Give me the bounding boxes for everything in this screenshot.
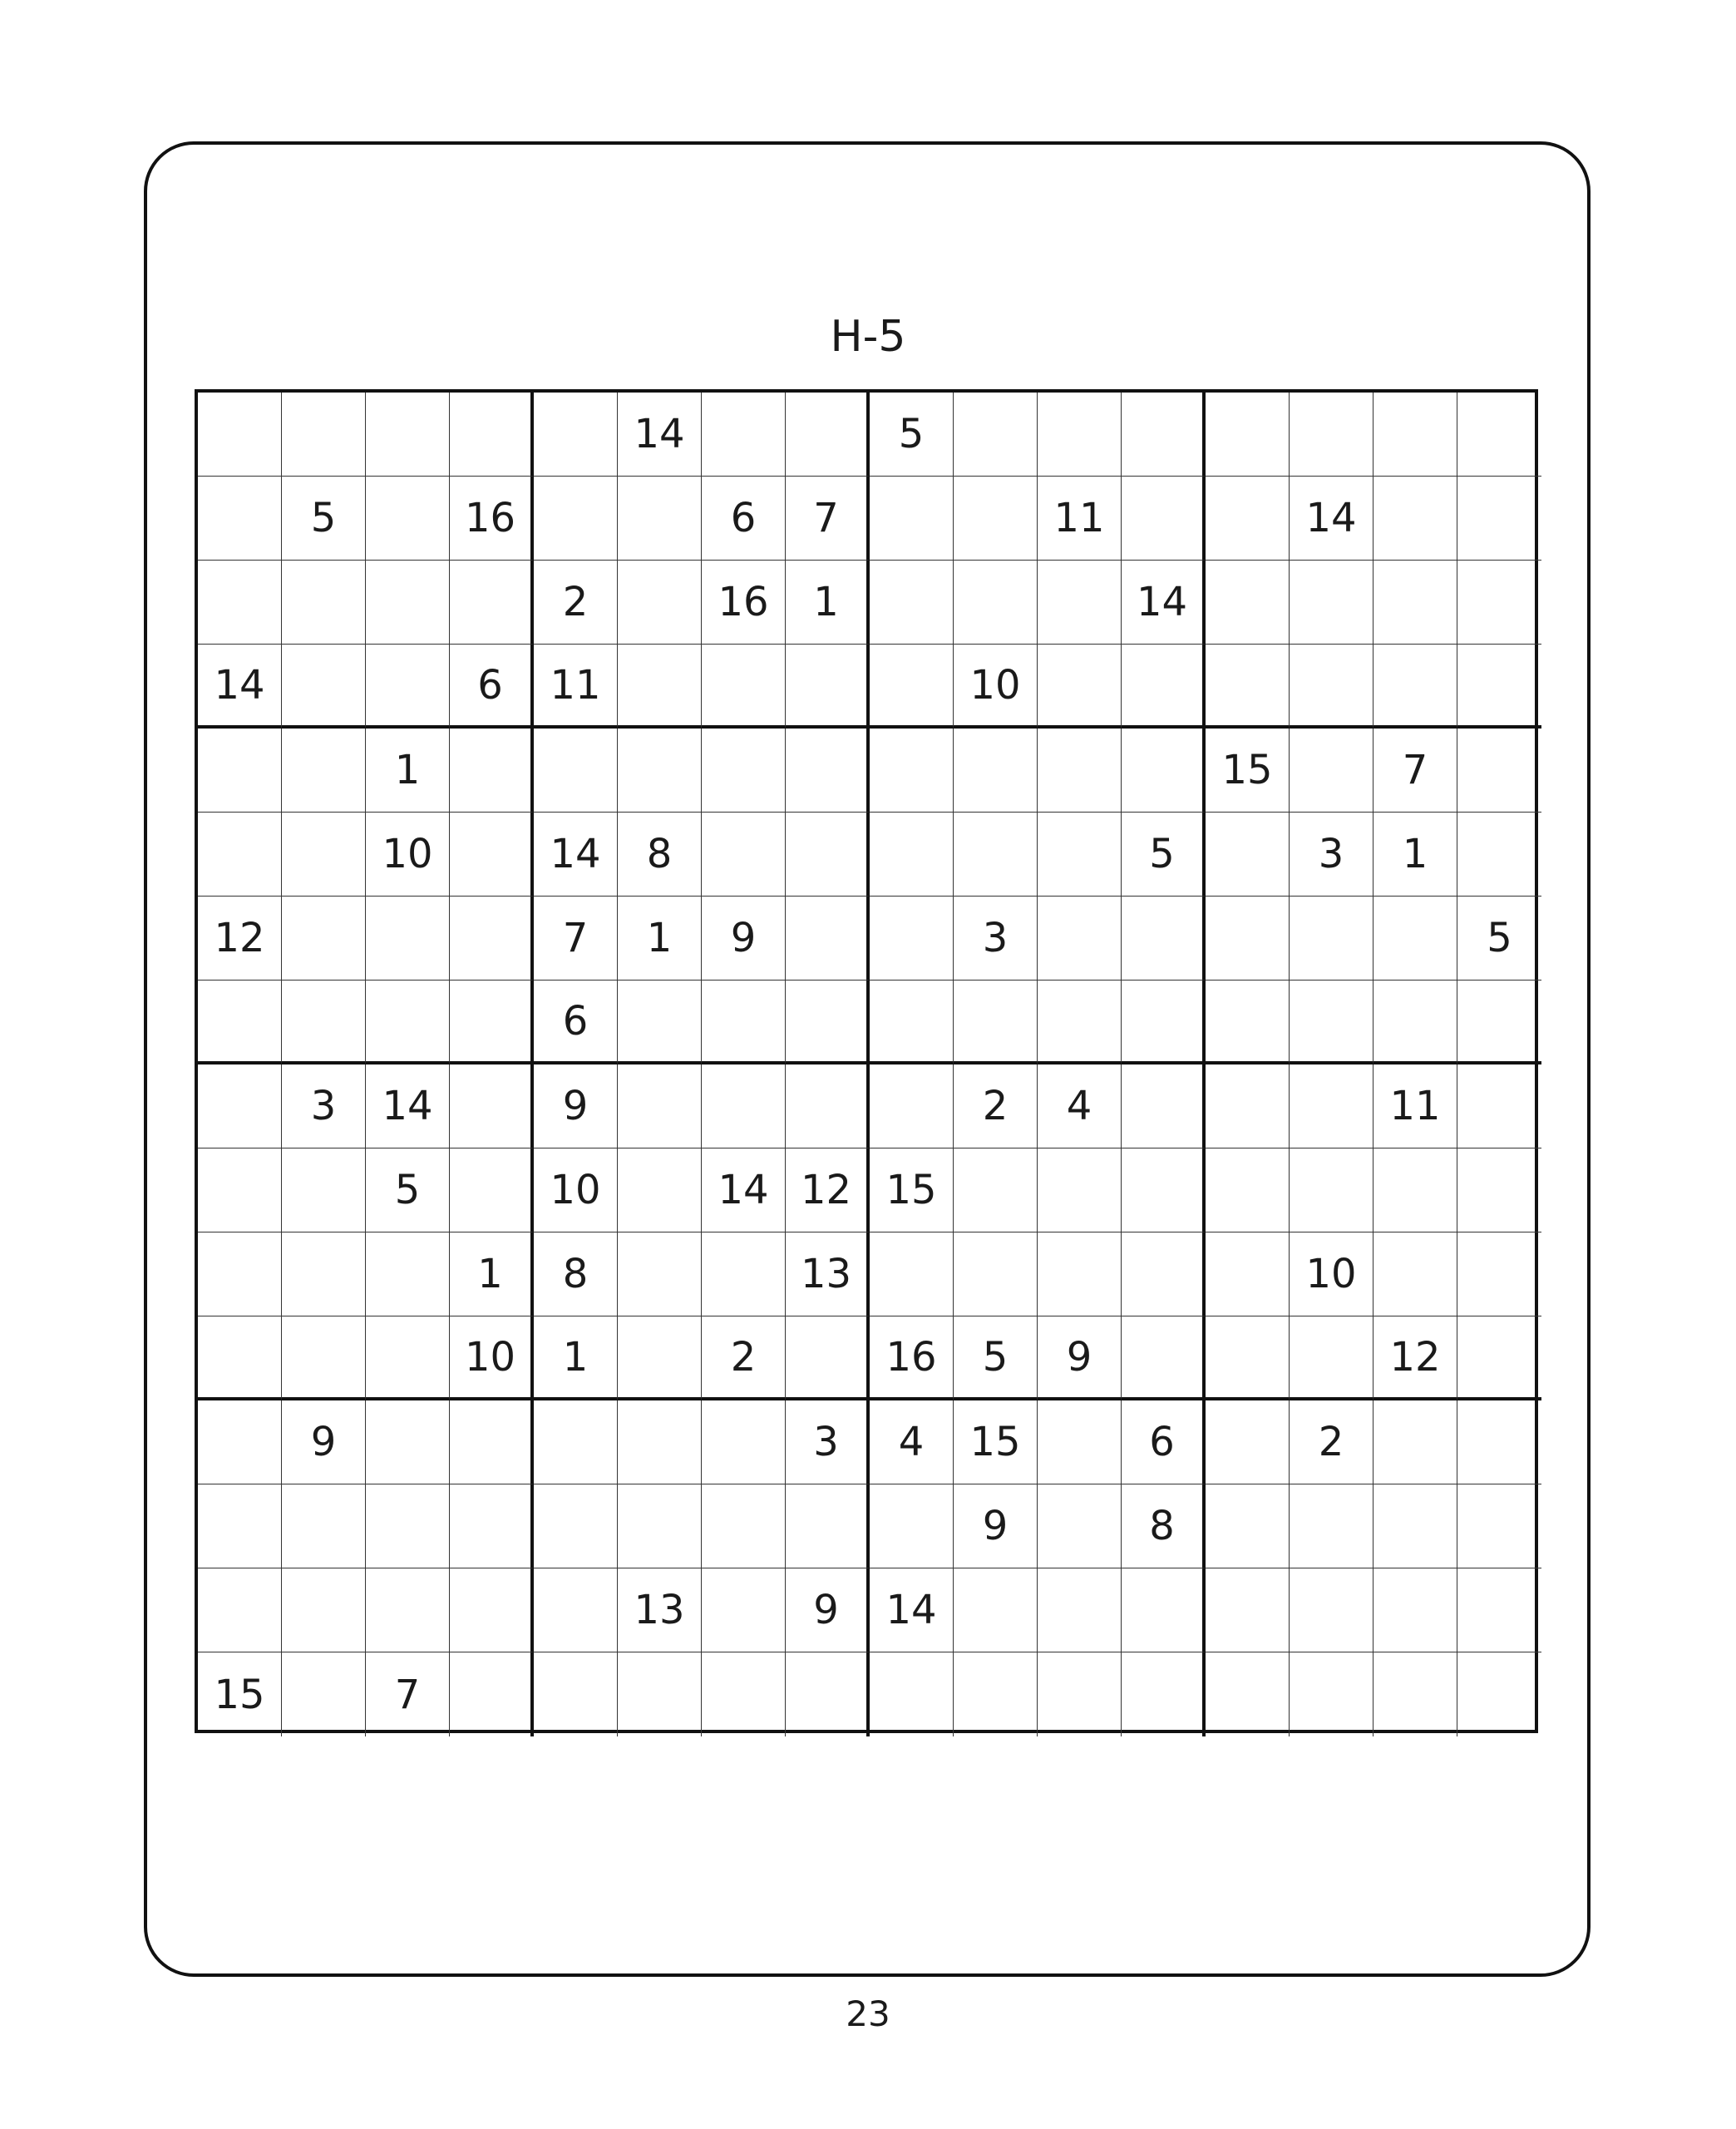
empty-cell[interactable] (198, 477, 282, 561)
given-cell: 14 (870, 1568, 954, 1652)
given-cell: 14 (366, 1064, 450, 1148)
empty-cell[interactable] (198, 813, 282, 897)
given-cell: 5 (954, 1316, 1038, 1400)
empty-cell[interactable] (702, 981, 786, 1064)
empty-cell[interactable] (282, 393, 366, 477)
empty-cell[interactable] (534, 729, 618, 813)
given-cell: 7 (366, 1652, 450, 1736)
empty-cell[interactable] (1122, 1232, 1206, 1316)
empty-cell[interactable] (954, 1232, 1038, 1316)
empty-cell[interactable] (618, 729, 702, 813)
empty-cell[interactable] (1122, 477, 1206, 561)
given-cell: 4 (1038, 1064, 1122, 1148)
empty-cell[interactable] (1038, 393, 1122, 477)
given-cell: 5 (1122, 813, 1206, 897)
given-cell: 9 (534, 1064, 618, 1148)
empty-cell[interactable] (1374, 645, 1457, 729)
given-cell: 6 (450, 645, 534, 729)
empty-cell[interactable] (366, 897, 450, 981)
empty-cell[interactable] (786, 981, 870, 1064)
empty-cell[interactable] (702, 645, 786, 729)
empty-cell[interactable] (1206, 981, 1290, 1064)
empty-cell[interactable] (534, 477, 618, 561)
empty-cell[interactable] (618, 1232, 702, 1316)
empty-cell[interactable] (282, 1652, 366, 1736)
empty-cell[interactable] (618, 1148, 702, 1232)
empty-cell[interactable] (1457, 981, 1541, 1064)
given-cell: 3 (1290, 813, 1374, 897)
empty-cell[interactable] (1206, 1484, 1290, 1568)
empty-cell[interactable] (954, 813, 1038, 897)
given-cell: 14 (534, 813, 618, 897)
given-cell: 6 (534, 981, 618, 1064)
empty-cell[interactable] (702, 1484, 786, 1568)
given-cell: 5 (1457, 897, 1541, 981)
empty-cell[interactable] (618, 981, 702, 1064)
empty-cell[interactable] (1290, 981, 1374, 1064)
empty-cell[interactable] (1206, 561, 1290, 645)
empty-cell[interactable] (1206, 897, 1290, 981)
empty-cell[interactable] (1206, 1568, 1290, 1652)
empty-cell[interactable] (1206, 1400, 1290, 1484)
given-cell: 15 (1206, 729, 1290, 813)
empty-cell[interactable] (450, 1484, 534, 1568)
empty-cell[interactable] (282, 1568, 366, 1652)
given-cell: 16 (702, 561, 786, 645)
given-cell: 15 (198, 1652, 282, 1736)
empty-cell[interactable] (450, 897, 534, 981)
given-cell: 15 (870, 1148, 954, 1232)
given-cell: 3 (786, 1400, 870, 1484)
empty-cell[interactable] (870, 561, 954, 645)
empty-cell[interactable] (1374, 981, 1457, 1064)
given-cell: 7 (786, 477, 870, 561)
empty-cell[interactable] (1206, 1232, 1290, 1316)
empty-cell[interactable] (1122, 1064, 1206, 1148)
empty-cell[interactable] (786, 729, 870, 813)
empty-cell[interactable] (618, 561, 702, 645)
given-cell: 1 (366, 729, 450, 813)
empty-cell[interactable] (1457, 477, 1541, 561)
empty-cell[interactable] (198, 981, 282, 1064)
empty-cell[interactable] (366, 1484, 450, 1568)
empty-cell[interactable] (1457, 1484, 1541, 1568)
given-cell: 10 (534, 1148, 618, 1232)
empty-cell[interactable] (618, 1400, 702, 1484)
empty-cell[interactable] (534, 1568, 618, 1652)
empty-cell[interactable] (1290, 393, 1374, 477)
empty-cell[interactable] (1457, 1232, 1541, 1316)
given-cell: 9 (786, 1568, 870, 1652)
empty-cell[interactable] (1038, 729, 1122, 813)
empty-cell[interactable] (198, 1148, 282, 1232)
empty-cell[interactable] (1290, 1484, 1374, 1568)
empty-cell[interactable] (870, 1484, 954, 1568)
given-cell: 10 (1290, 1232, 1374, 1316)
empty-cell[interactable] (702, 1568, 786, 1652)
given-cell: 14 (1122, 561, 1206, 645)
empty-cell[interactable] (702, 1064, 786, 1148)
empty-cell[interactable] (450, 561, 534, 645)
empty-cell[interactable] (618, 1064, 702, 1148)
empty-cell[interactable] (450, 813, 534, 897)
empty-cell[interactable] (1038, 561, 1122, 645)
empty-cell[interactable] (1457, 1652, 1541, 1736)
empty-cell[interactable] (1122, 1148, 1206, 1232)
empty-cell[interactable] (450, 729, 534, 813)
given-cell: 15 (954, 1400, 1038, 1484)
empty-cell[interactable] (366, 645, 450, 729)
empty-cell[interactable] (1038, 1568, 1122, 1652)
empty-cell[interactable] (1038, 813, 1122, 897)
given-cell: 2 (954, 1064, 1038, 1148)
empty-cell[interactable] (366, 477, 450, 561)
empty-cell[interactable] (366, 981, 450, 1064)
given-cell: 14 (1290, 477, 1374, 561)
empty-cell[interactable] (786, 393, 870, 477)
empty-cell[interactable] (786, 1484, 870, 1568)
empty-cell[interactable] (1038, 1652, 1122, 1736)
empty-cell[interactable] (1290, 897, 1374, 981)
empty-cell[interactable] (1374, 393, 1457, 477)
empty-cell[interactable] (198, 1232, 282, 1316)
given-cell: 9 (954, 1484, 1038, 1568)
empty-cell[interactable] (702, 393, 786, 477)
empty-cell[interactable] (1457, 1148, 1541, 1232)
given-cell: 12 (1374, 1316, 1457, 1400)
given-cell: 1 (786, 561, 870, 645)
given-cell: 12 (198, 897, 282, 981)
empty-cell[interactable] (1122, 645, 1206, 729)
empty-cell[interactable] (282, 729, 366, 813)
empty-cell[interactable] (954, 393, 1038, 477)
empty-cell[interactable] (1457, 729, 1541, 813)
empty-cell[interactable] (786, 645, 870, 729)
empty-cell[interactable] (870, 477, 954, 561)
empty-cell[interactable] (1038, 1232, 1122, 1316)
empty-cell[interactable] (534, 1652, 618, 1736)
empty-cell[interactable] (1374, 897, 1457, 981)
empty-cell[interactable] (1122, 729, 1206, 813)
given-cell: 10 (366, 813, 450, 897)
empty-cell[interactable] (450, 981, 534, 1064)
empty-cell[interactable] (1374, 1400, 1457, 1484)
empty-cell[interactable] (1206, 813, 1290, 897)
empty-cell[interactable] (1206, 1316, 1290, 1400)
empty-cell[interactable] (198, 1568, 282, 1652)
empty-cell[interactable] (282, 561, 366, 645)
given-cell: 3 (954, 897, 1038, 981)
empty-cell[interactable] (954, 1148, 1038, 1232)
empty-cell[interactable] (786, 1064, 870, 1148)
puzzle-title: H-5 (830, 312, 906, 362)
given-cell: 9 (282, 1400, 366, 1484)
given-cell: 5 (870, 393, 954, 477)
empty-cell[interactable] (1206, 477, 1290, 561)
empty-cell[interactable] (1374, 561, 1457, 645)
empty-cell[interactable] (282, 1484, 366, 1568)
empty-cell[interactable] (786, 813, 870, 897)
empty-cell[interactable] (366, 393, 450, 477)
empty-cell[interactable] (366, 1568, 450, 1652)
empty-cell[interactable] (786, 1316, 870, 1400)
given-cell: 1 (618, 897, 702, 981)
empty-cell[interactable] (534, 1400, 618, 1484)
empty-cell[interactable] (702, 813, 786, 897)
empty-cell[interactable] (1122, 1652, 1206, 1736)
empty-cell[interactable] (1206, 1148, 1290, 1232)
empty-cell[interactable] (282, 645, 366, 729)
empty-cell[interactable] (1374, 477, 1457, 561)
empty-cell[interactable] (618, 1316, 702, 1400)
given-cell: 3 (282, 1064, 366, 1148)
empty-cell[interactable] (1457, 645, 1541, 729)
empty-cell[interactable] (1122, 897, 1206, 981)
empty-cell[interactable] (1290, 561, 1374, 645)
given-cell: 1 (534, 1316, 618, 1400)
given-cell: 7 (534, 897, 618, 981)
empty-cell[interactable] (702, 1652, 786, 1736)
empty-cell[interactable] (1374, 1232, 1457, 1316)
empty-cell[interactable] (870, 981, 954, 1064)
given-cell: 14 (702, 1148, 786, 1232)
empty-cell[interactable] (1457, 393, 1541, 477)
given-cell: 6 (1122, 1400, 1206, 1484)
empty-cell[interactable] (366, 1316, 450, 1400)
empty-cell[interactable] (1290, 729, 1374, 813)
empty-cell[interactable] (282, 1148, 366, 1232)
empty-cell[interactable] (1457, 1400, 1541, 1484)
empty-cell[interactable] (1038, 981, 1122, 1064)
empty-cell[interactable] (366, 561, 450, 645)
given-cell: 11 (1038, 477, 1122, 561)
given-cell: 10 (450, 1316, 534, 1400)
given-cell: 11 (1374, 1064, 1457, 1148)
empty-cell[interactable] (870, 1652, 954, 1736)
empty-cell[interactable] (450, 1148, 534, 1232)
empty-cell[interactable] (1206, 1652, 1290, 1736)
empty-cell[interactable] (1457, 1316, 1541, 1400)
empty-cell[interactable] (1206, 393, 1290, 477)
empty-cell[interactable] (198, 561, 282, 645)
given-cell: 14 (198, 645, 282, 729)
given-cell: 8 (1122, 1484, 1206, 1568)
empty-cell[interactable] (1038, 897, 1122, 981)
empty-cell[interactable] (954, 729, 1038, 813)
empty-cell[interactable] (1038, 1400, 1122, 1484)
empty-cell[interactable] (1038, 1148, 1122, 1232)
empty-cell[interactable] (450, 1652, 534, 1736)
given-cell: 16 (450, 477, 534, 561)
given-cell: 7 (1374, 729, 1457, 813)
given-cell: 8 (618, 813, 702, 897)
given-cell: 1 (1374, 813, 1457, 897)
empty-cell[interactable] (1457, 1568, 1541, 1652)
empty-cell[interactable] (1290, 1568, 1374, 1652)
empty-cell[interactable] (702, 1400, 786, 1484)
empty-cell[interactable] (1290, 1148, 1374, 1232)
empty-cell[interactable] (870, 1232, 954, 1316)
empty-cell[interactable] (366, 1400, 450, 1484)
empty-cell[interactable] (870, 897, 954, 981)
empty-cell[interactable] (198, 1484, 282, 1568)
empty-cell[interactable] (1290, 1316, 1374, 1400)
empty-cell[interactable] (198, 1400, 282, 1484)
given-cell: 5 (282, 477, 366, 561)
given-cell: 2 (702, 1316, 786, 1400)
empty-cell[interactable] (786, 897, 870, 981)
empty-cell[interactable] (282, 1232, 366, 1316)
empty-cell[interactable] (1038, 1484, 1122, 1568)
given-cell: 9 (702, 897, 786, 981)
empty-cell[interactable] (870, 729, 954, 813)
empty-cell[interactable] (618, 645, 702, 729)
empty-cell[interactable] (1122, 1568, 1206, 1652)
empty-cell[interactable] (282, 897, 366, 981)
given-cell: 13 (618, 1568, 702, 1652)
given-cell: 6 (702, 477, 786, 561)
empty-cell[interactable] (702, 1232, 786, 1316)
empty-cell[interactable] (1374, 1652, 1457, 1736)
given-cell: 1 (450, 1232, 534, 1316)
given-cell: 14 (618, 393, 702, 477)
empty-cell[interactable] (450, 1400, 534, 1484)
empty-cell[interactable] (870, 645, 954, 729)
given-cell: 8 (534, 1232, 618, 1316)
given-cell: 13 (786, 1232, 870, 1316)
empty-cell[interactable] (534, 1484, 618, 1568)
empty-cell[interactable] (282, 1316, 366, 1400)
empty-cell[interactable] (282, 813, 366, 897)
empty-cell[interactable] (1038, 645, 1122, 729)
empty-cell[interactable] (366, 1232, 450, 1316)
empty-cell[interactable] (282, 981, 366, 1064)
empty-cell[interactable] (954, 1568, 1038, 1652)
empty-cell[interactable] (1457, 1064, 1541, 1148)
empty-cell[interactable] (1122, 1316, 1206, 1400)
empty-cell[interactable] (198, 393, 282, 477)
empty-cell[interactable] (1122, 393, 1206, 477)
empty-cell[interactable] (618, 1652, 702, 1736)
empty-cell[interactable] (1206, 1064, 1290, 1148)
empty-cell[interactable] (198, 729, 282, 813)
given-cell: 4 (870, 1400, 954, 1484)
empty-cell[interactable] (618, 477, 702, 561)
empty-cell[interactable] (702, 729, 786, 813)
given-cell: 2 (534, 561, 618, 645)
empty-cell[interactable] (786, 1652, 870, 1736)
given-cell: 9 (1038, 1316, 1122, 1400)
given-cell: 12 (786, 1148, 870, 1232)
empty-cell[interactable] (1457, 561, 1541, 645)
empty-cell[interactable] (870, 813, 954, 897)
empty-cell[interactable] (870, 1064, 954, 1148)
empty-cell[interactable] (198, 1316, 282, 1400)
empty-cell[interactable] (450, 1064, 534, 1148)
given-cell: 2 (1290, 1400, 1374, 1484)
empty-cell[interactable] (954, 981, 1038, 1064)
empty-cell[interactable] (1122, 981, 1206, 1064)
empty-cell[interactable] (1290, 645, 1374, 729)
given-cell: 16 (870, 1316, 954, 1400)
given-cell: 5 (366, 1148, 450, 1232)
empty-cell[interactable] (1290, 1652, 1374, 1736)
empty-cell[interactable] (954, 561, 1038, 645)
sudoku-grid (195, 389, 1538, 1733)
given-cell: 10 (954, 645, 1038, 729)
empty-cell[interactable] (1457, 813, 1541, 897)
empty-cell[interactable] (618, 1484, 702, 1568)
empty-cell[interactable] (450, 393, 534, 477)
empty-cell[interactable] (1374, 1148, 1457, 1232)
empty-cell[interactable] (954, 1652, 1038, 1736)
empty-cell[interactable] (1290, 1064, 1374, 1148)
empty-cell[interactable] (534, 393, 618, 477)
page-number: 23 (846, 1993, 890, 2034)
empty-cell[interactable] (450, 1568, 534, 1652)
empty-cell[interactable] (198, 1064, 282, 1148)
empty-cell[interactable] (1206, 645, 1290, 729)
empty-cell[interactable] (1374, 1568, 1457, 1652)
empty-cell[interactable] (954, 477, 1038, 561)
given-cell: 11 (534, 645, 618, 729)
empty-cell[interactable] (1374, 1484, 1457, 1568)
